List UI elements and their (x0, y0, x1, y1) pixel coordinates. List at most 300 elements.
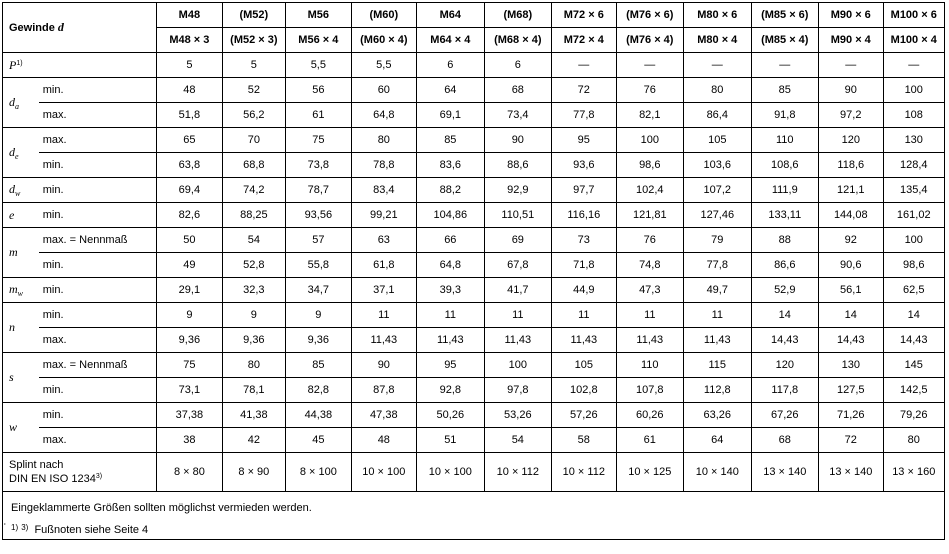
value-cell: 68 (751, 428, 819, 453)
splint-value: 13 × 140 (819, 453, 883, 492)
value-cell: 11,43 (484, 328, 552, 353)
value-cell: 130 (819, 353, 883, 378)
value-cell: 5,5 (286, 53, 351, 78)
splint-value: 10 × 125 (616, 453, 684, 492)
margin-mark: ʾ (3, 522, 7, 534)
value-cell: — (684, 53, 752, 78)
value-cell: 72 (552, 78, 616, 103)
value-cell: 100 (883, 228, 945, 253)
value-cell: 117,8 (751, 378, 819, 403)
value-cell: 80 (883, 428, 945, 453)
value-cell: 37,38 (157, 403, 222, 428)
value-cell: 66 (417, 228, 485, 253)
table-row (3, 53, 945, 78)
value-cell: 6 (417, 53, 485, 78)
value-cell: 85 (286, 353, 351, 378)
value-cell: 112,8 (684, 378, 752, 403)
value-cell: 130 (883, 128, 945, 153)
value-cell: 67,8 (484, 253, 552, 278)
value-cell: 63,26 (684, 403, 752, 428)
splint-label-cell (3, 453, 157, 492)
value-cell: 73,1 (157, 378, 222, 403)
value-cell: 47,38 (351, 403, 416, 428)
table-row (3, 178, 945, 203)
value-cell: 56 (286, 78, 351, 103)
thread-fine-header: M80 × 4 (684, 28, 752, 53)
limit-label: max. = Nennmaß (39, 228, 157, 253)
value-cell: 95 (552, 128, 616, 153)
value-cell: 9 (286, 303, 351, 328)
value-cell: 78,8 (351, 153, 416, 178)
value-cell: 69,4 (157, 178, 222, 203)
value-cell: 64,8 (417, 253, 485, 278)
value-cell: 71,26 (819, 403, 883, 428)
table-row (3, 328, 945, 353)
thread-fine-header: M64 × 4 (417, 28, 485, 53)
value-cell: 108,6 (751, 153, 819, 178)
thread-size-header: M56 (286, 3, 351, 28)
thread-fine-header: M72 × 4 (552, 28, 616, 53)
value-cell: 69 (484, 228, 552, 253)
value-cell: 110 (751, 128, 819, 153)
value-cell: 98,6 (616, 153, 684, 178)
splint-value: 10 × 100 (351, 453, 416, 492)
value-cell: 6 (484, 53, 552, 78)
value-cell: 44,38 (286, 403, 351, 428)
value-cell: 121,81 (616, 203, 684, 228)
value-cell: 45 (286, 428, 351, 453)
table-row (3, 78, 945, 103)
value-cell: 110,51 (484, 203, 552, 228)
value-cell: 110 (616, 353, 684, 378)
value-cell: 100 (883, 78, 945, 103)
symbol-subscript: e (15, 151, 19, 161)
value-cell: 44,9 (552, 278, 616, 303)
value-cell: 11,43 (351, 328, 416, 353)
value-cell: 61 (286, 103, 351, 128)
value-cell: 56,1 (819, 278, 883, 303)
symbol: d (9, 94, 15, 109)
value-cell: 52 (222, 78, 285, 103)
symbol: d (9, 144, 15, 159)
symbol: m (9, 282, 18, 296)
value-cell: 88 (751, 228, 819, 253)
value-cell: 48 (351, 428, 416, 453)
thread-fine-header: (M60 × 4) (351, 28, 416, 53)
dimension-table (2, 2, 945, 492)
value-cell: 39,3 (417, 278, 485, 303)
value-cell: 102,4 (616, 178, 684, 203)
value-cell: 80 (684, 78, 752, 103)
value-cell: 105 (684, 128, 752, 153)
symbol-cell (3, 353, 39, 403)
value-cell: 73,4 (484, 103, 552, 128)
splint-value: 8 × 100 (286, 453, 351, 492)
symbol-cell (3, 178, 39, 203)
value-cell: 90 (484, 128, 552, 153)
symbol-cell (3, 303, 39, 353)
value-cell: 75 (286, 128, 351, 153)
value-cell: — (819, 53, 883, 78)
value-cell: 14 (751, 303, 819, 328)
value-cell: 67,26 (751, 403, 819, 428)
value-cell: 102,8 (552, 378, 616, 403)
value-cell: — (883, 53, 945, 78)
splint-footnote: 3) (95, 472, 103, 480)
thread-size-header: (M60) (351, 3, 416, 28)
value-cell: 9 (157, 303, 222, 328)
value-cell: 74,2 (222, 178, 285, 203)
value-cell: 9 (222, 303, 285, 328)
value-cell: 11,43 (684, 328, 752, 353)
value-cell: 127,5 (819, 378, 883, 403)
value-cell: 47,3 (616, 278, 684, 303)
value-cell: 65 (157, 128, 222, 153)
symbol: w (9, 420, 18, 434)
value-cell: 104,86 (417, 203, 485, 228)
value-cell: 34,7 (286, 278, 351, 303)
value-cell: 63 (351, 228, 416, 253)
value-cell: 107,2 (684, 178, 752, 203)
symbol: e (9, 207, 15, 222)
table-row (3, 378, 945, 403)
value-cell: 105 (552, 353, 616, 378)
value-cell: 82,8 (286, 378, 351, 403)
limit-label: max. (39, 428, 157, 453)
value-cell: 74,8 (616, 253, 684, 278)
value-cell: 37,1 (351, 278, 416, 303)
value-cell: 121,1 (819, 178, 883, 203)
splint-value: 10 × 112 (484, 453, 552, 492)
value-cell: 5 (222, 53, 285, 78)
value-cell: 135,4 (883, 178, 945, 203)
value-cell: 73 (552, 228, 616, 253)
value-cell: 78,7 (286, 178, 351, 203)
thread-fine-header: (M85 × 4) (751, 28, 819, 53)
thread-fine-header: M90 × 4 (819, 28, 883, 53)
value-cell: 41,7 (484, 278, 552, 303)
value-cell: 86,6 (751, 253, 819, 278)
value-cell: 60 (351, 78, 416, 103)
symbol-cell (3, 228, 39, 278)
symbol-footnote: 1) (16, 59, 23, 67)
value-cell: 76 (616, 78, 684, 103)
symbol: n (9, 320, 15, 334)
value-cell: 92 (819, 228, 883, 253)
value-cell: 115 (684, 353, 752, 378)
value-cell: 11 (616, 303, 684, 328)
value-cell: 11,43 (552, 328, 616, 353)
thread-size-header: M72 × 6 (552, 3, 616, 28)
value-cell: 145 (883, 353, 945, 378)
limit-label: min. (39, 303, 157, 328)
value-cell: 41,38 (222, 403, 285, 428)
value-cell: 42 (222, 428, 285, 453)
value-cell: 62,5 (883, 278, 945, 303)
table-row (3, 228, 945, 253)
symbol-subscript: a (15, 101, 19, 111)
table-row (3, 253, 945, 278)
value-cell: 11 (552, 303, 616, 328)
splint-value: 8 × 90 (222, 453, 285, 492)
value-cell: 11,43 (417, 328, 485, 353)
value-cell: 127,46 (684, 203, 752, 228)
value-cell: 73,8 (286, 153, 351, 178)
value-cell: 76 (616, 228, 684, 253)
table-footer (2, 492, 945, 540)
value-cell: 60,26 (616, 403, 684, 428)
thread-size-header: M48 (157, 3, 222, 28)
value-cell: 72 (819, 428, 883, 453)
value-cell: 11 (417, 303, 485, 328)
value-cell: 48 (157, 78, 222, 103)
table-row (3, 353, 945, 378)
value-cell: 77,8 (552, 103, 616, 128)
value-cell: 144,08 (819, 203, 883, 228)
value-cell: 11,43 (616, 328, 684, 353)
thread-label: Gewinde (9, 22, 55, 34)
value-cell: 128,4 (883, 153, 945, 178)
symbol-cell (3, 53, 157, 78)
value-cell: 9,36 (286, 328, 351, 353)
dimension-table-container (2, 2, 945, 540)
thread-fine-header: (M68 × 4) (484, 28, 552, 53)
value-cell: 9,36 (222, 328, 285, 353)
value-cell: — (751, 53, 819, 78)
value-cell: 29,1 (157, 278, 222, 303)
limit-label: max. = Nennmaß (39, 353, 157, 378)
value-cell: 97,2 (819, 103, 883, 128)
value-cell: 99,21 (351, 203, 416, 228)
value-cell: 38 (157, 428, 222, 453)
value-cell: 14,43 (819, 328, 883, 353)
value-cell: 64,8 (351, 103, 416, 128)
limit-label: min. (39, 403, 157, 428)
value-cell: 118,6 (819, 153, 883, 178)
table-row (3, 428, 945, 453)
value-cell: 98,6 (883, 253, 945, 278)
value-cell: 97,8 (484, 378, 552, 403)
value-cell: 85 (417, 128, 485, 153)
limit-label: min. (39, 378, 157, 403)
value-cell: 49,7 (684, 278, 752, 303)
symbol-subscript: w (15, 189, 21, 198)
thread-size-header: (M68) (484, 3, 552, 28)
footnote-sup-3: 3) (21, 523, 29, 532)
symbol: P (9, 57, 17, 72)
value-cell: 61 (616, 428, 684, 453)
symbol-cell (3, 403, 39, 453)
footnote-note: Eingeklammerte Größen sollten möglichst vermieden werden. (11, 502, 312, 514)
value-cell: 83,4 (351, 178, 416, 203)
splint-value: 10 × 140 (684, 453, 752, 492)
value-cell: 32,3 (222, 278, 285, 303)
value-cell: 77,8 (684, 253, 752, 278)
value-cell: 52,8 (222, 253, 285, 278)
value-cell: 116,16 (552, 203, 616, 228)
splint-value: 13 × 160 (883, 453, 945, 492)
value-cell: 97,7 (552, 178, 616, 203)
value-cell: 80 (351, 128, 416, 153)
value-cell: 50 (157, 228, 222, 253)
value-cell: 133,11 (751, 203, 819, 228)
value-cell: 88,2 (417, 178, 485, 203)
splint-label-line1: Splint nach (9, 458, 64, 471)
value-cell: 92,9 (484, 178, 552, 203)
value-cell: 100 (484, 353, 552, 378)
value-cell: 93,56 (286, 203, 351, 228)
thread-fine-header: M56 × 4 (286, 28, 351, 53)
value-cell: 161,02 (883, 203, 945, 228)
value-cell: 87,8 (351, 378, 416, 403)
value-cell: 64 (684, 428, 752, 453)
splint-label-line2: DIN EN ISO 1234 (9, 472, 96, 485)
value-cell: 63,8 (157, 153, 222, 178)
limit-label: min. (39, 253, 157, 278)
value-cell: 92,8 (417, 378, 485, 403)
value-cell: 64 (417, 78, 485, 103)
value-cell: 82,6 (157, 203, 222, 228)
limit-label: max. (39, 103, 157, 128)
value-cell: 14,43 (751, 328, 819, 353)
value-cell: 69,1 (417, 103, 485, 128)
value-cell: 95 (417, 353, 485, 378)
value-cell: 90,6 (819, 253, 883, 278)
limit-label: min. (39, 153, 157, 178)
value-cell: 83,6 (417, 153, 485, 178)
value-cell: 120 (819, 128, 883, 153)
value-cell: 57 (286, 228, 351, 253)
value-cell: 107,8 (616, 378, 684, 403)
limit-label: min. (39, 178, 157, 203)
value-cell: 91,8 (751, 103, 819, 128)
thread-fine-header: (M52 × 3) (222, 28, 285, 53)
value-cell: 68 (484, 78, 552, 103)
value-cell: 88,6 (484, 153, 552, 178)
value-cell: 85 (751, 78, 819, 103)
limit-label: min. (39, 278, 157, 303)
value-cell: 11 (484, 303, 552, 328)
value-cell: 54 (484, 428, 552, 453)
value-cell: 5 (157, 53, 222, 78)
table-row (3, 203, 945, 228)
table-row (3, 278, 945, 303)
value-cell: 70 (222, 128, 285, 153)
value-cell: 61,8 (351, 253, 416, 278)
value-cell: 57,26 (552, 403, 616, 428)
symbol-cell (3, 128, 39, 178)
symbol-cell (3, 78, 39, 128)
value-cell: 14 (819, 303, 883, 328)
value-cell: — (616, 53, 684, 78)
thread-header-cell (3, 3, 157, 53)
limit-label: max. (39, 128, 157, 153)
value-cell: 50,26 (417, 403, 485, 428)
symbol-cell (3, 278, 39, 303)
table-row (3, 403, 945, 428)
footnote-reference (11, 523, 148, 536)
thread-size-header: (M52) (222, 3, 285, 28)
value-cell: 51 (417, 428, 485, 453)
value-cell: 120 (751, 353, 819, 378)
value-cell: — (552, 53, 616, 78)
value-cell: 80 (222, 353, 285, 378)
limit-label: min. (39, 78, 157, 103)
symbol-cell (3, 203, 39, 228)
thread-size-header: (M85 × 6) (751, 3, 819, 28)
value-cell: 100 (616, 128, 684, 153)
table-row (3, 103, 945, 128)
symbol: d (9, 182, 15, 196)
value-cell: 49 (157, 253, 222, 278)
value-cell: 90 (819, 78, 883, 103)
table-body (3, 3, 945, 492)
value-cell: 14 (883, 303, 945, 328)
value-cell: 75 (157, 353, 222, 378)
limit-label: min. (39, 203, 157, 228)
value-cell: 90 (351, 353, 416, 378)
footnote-text: Fußnoten siehe Seite 4 (34, 524, 149, 536)
thread-size-header: M90 × 6 (819, 3, 883, 28)
value-cell: 11 (351, 303, 416, 328)
value-cell: 56,2 (222, 103, 285, 128)
value-cell: 52,9 (751, 278, 819, 303)
limit-label: max. (39, 328, 157, 353)
value-cell: 88,25 (222, 203, 285, 228)
value-cell: 93,6 (552, 153, 616, 178)
table-row (3, 153, 945, 178)
symbol: s (9, 370, 14, 384)
value-cell: 86,4 (684, 103, 752, 128)
symbol-subscript: w (17, 289, 24, 298)
splint-value: 10 × 100 (417, 453, 485, 492)
symbol: m (9, 245, 18, 259)
splint-value: 13 × 140 (751, 453, 819, 492)
value-cell: 78,1 (222, 378, 285, 403)
value-cell: 68,8 (222, 153, 285, 178)
value-cell: 54 (222, 228, 285, 253)
footnote-sup-1: 1) (11, 523, 19, 532)
value-cell: 51,8 (157, 103, 222, 128)
value-cell: 111,9 (751, 178, 819, 203)
splint-value: 10 × 112 (552, 453, 616, 492)
value-cell: 79 (684, 228, 752, 253)
thread-size-header: M64 (417, 3, 485, 28)
thread-fine-header: M100 × 4 (883, 28, 945, 53)
value-cell: 53,26 (484, 403, 552, 428)
thread-size-header: M80 × 6 (684, 3, 752, 28)
value-cell: 14,43 (883, 328, 945, 353)
thread-fine-header: M48 × 3 (157, 28, 222, 53)
value-cell: 55,8 (286, 253, 351, 278)
value-cell: 11 (684, 303, 752, 328)
splint-row (3, 453, 945, 492)
thread-fine-header: (M76 × 4) (616, 28, 684, 53)
table-row (3, 303, 945, 328)
splint-value: 8 × 80 (157, 453, 222, 492)
value-cell: 79,26 (883, 403, 945, 428)
value-cell: 71,8 (552, 253, 616, 278)
value-cell: 82,1 (616, 103, 684, 128)
value-cell: 5,5 (351, 53, 416, 78)
thread-size-header: M100 × 6 (883, 3, 945, 28)
value-cell: 142,5 (883, 378, 945, 403)
value-cell: 9,36 (157, 328, 222, 353)
value-cell: 108 (883, 103, 945, 128)
header-row-1 (3, 3, 945, 28)
thread-variable: d (57, 20, 64, 34)
value-cell: 103,6 (684, 153, 752, 178)
